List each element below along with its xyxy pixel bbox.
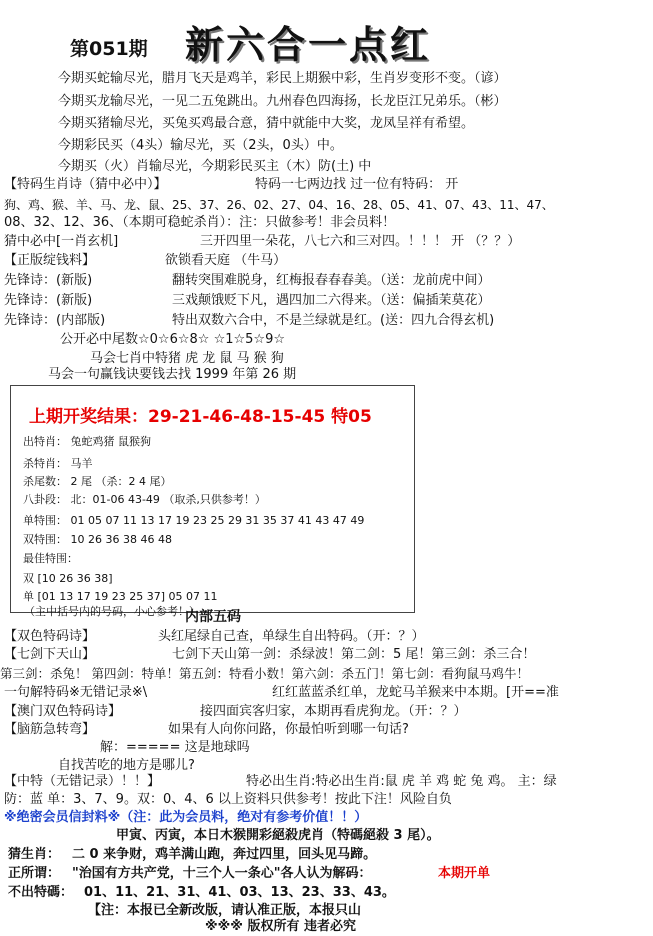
result-row: 出特肖： 兔蛇鸡猪 鼠猴狗	[23, 435, 151, 448]
lower-text: 七剑下天山第一剑：杀绿波！第二剑：5 尾！第三剑：杀三合！	[172, 647, 536, 662]
notice-line: 【注：本报已全新改版，请认准正版，本报只山	[88, 903, 362, 918]
mahui-phrase: 马会一句赢钱诀要钱去找 1999 年第 26 期	[48, 367, 297, 382]
poem-numbers: 狗、鸡、猴、羊、马、龙、鼠、25、37、26、02、27、04、16、28、05、41、07、43、11、47、	[4, 198, 554, 212]
intro-line: 今期买（火）肖输尽光，今期彩民买主（木）防(土) 中	[58, 159, 372, 174]
lower-line: 红红蓝蓝杀红单，龙蛇马羊猴来中本期。[开==准	[272, 685, 559, 700]
poem-numbers-2: 08、32、12、36、（本期可稳蛇杀肖）：注：只做参考！非会员料！	[4, 215, 396, 230]
zheng-title: 【正版绽钱料】	[4, 253, 96, 268]
result-row: 八卦段： 北：01-06 43-49 （取杀,只供参考！）	[23, 493, 266, 506]
result-note: （主中括号内的号码，小心参考！）	[24, 605, 200, 618]
result-row: 杀特肖： 马羊	[23, 457, 93, 470]
lower-line: 一句解特码※无错记录※\	[4, 685, 148, 700]
lower-label: 【中特（无错记录）！！】	[4, 774, 161, 789]
guess-text: 三开四里一朵花，八七六和三对四。！！！ 开 （？？）	[200, 234, 521, 249]
result-box	[10, 385, 415, 613]
lower-line: 第三剑：杀兔！ 第四剑：特单！第五剑：特看小数！第六剑：杀五门！第七剑：看狗鼠马鸡牛！	[0, 666, 529, 681]
lower-text: 如果有人向你问路，你最怕听到哪一句话?	[168, 722, 409, 737]
result-row: 单特围： 01 05 07 11 13 17 19 23 25 29 31 35 37 41 43 47 49	[23, 514, 365, 527]
lower-text: 接四面宾客归家，本期再看虎狗龙。（开：？）	[200, 704, 467, 719]
open-single: 本期开单	[438, 866, 491, 881]
pioneer-label: 先锋诗：(新版)	[4, 293, 93, 308]
result-title: 上期开奖结果：29-21-46-48-15-45 特05	[29, 407, 372, 427]
result-row: 杀尾数： 2 尾 （杀：2 4 尾）	[23, 475, 172, 488]
mahui-seven: 马会七肖中特猪 虎 龙 鼠 马 猴 狗	[90, 351, 284, 366]
result-row: 双特围： 10 26 36 38 46 48	[23, 533, 172, 546]
result-stamp: 内部五码	[185, 609, 241, 625]
lower-line: 甲寅、丙寅，本日木猴開彩絕殺虎肖（特碼絕殺 3 尾）。	[116, 828, 440, 843]
lower-text: "治国有方共产党，十三个人一条心"各人认为解码：	[72, 866, 372, 881]
lower-label: 猜生肖：	[8, 847, 61, 862]
gongkai-tail: 公开必中尾数☆0☆6☆8☆ ☆1☆5☆9☆	[60, 332, 285, 347]
zheng-title-right: 欲锁看天庭 （牛马）	[165, 253, 287, 268]
intro-line: 今期买猪输尽光，买兔买鸡最合意，猜中就能中大奖，龙凤呈祥有希望。	[58, 116, 475, 131]
pioneer-label: 先锋诗：(内部版)	[4, 313, 106, 328]
result-row: 单 [01 13 17 19 23 25 37] 05 07 11	[23, 590, 218, 603]
poem-section-right: 特码一七两边找 过一位有特码： 开	[255, 177, 459, 192]
lower-line: 解：===== 这是地球吗	[100, 740, 250, 755]
result-row: 双 [10 26 36 38]	[23, 572, 113, 585]
lower-text: 二 0 来争财，鸡羊满山跑，奔过四里，回头见马蹄。	[72, 847, 377, 862]
pioneer-text: 特出双数六合中，不是兰绿就是红。(送：四九合得玄机)	[172, 313, 495, 328]
intro-line: 今期彩民买（4头）输尽光，买（2头，0头）中。	[58, 138, 343, 153]
paper-logo: 新六合一点红	[185, 22, 432, 67]
lower-line: 自找苦吃的地方是哪儿?	[58, 758, 195, 773]
guess-label: 猜中必中[一肖玄机]	[4, 234, 119, 249]
pioneer-label: 先锋诗：(新版)	[4, 273, 93, 288]
lower-label: 【脑筋急转弯】	[4, 722, 96, 737]
copyright-line: ※※※ 版权所有 违者必究	[205, 919, 356, 934]
pioneer-text: 三戏颠饿贬下凡，遇四加二六得来。（送：偏插茉莫花）	[172, 293, 491, 308]
intro-line: 今期买蛇输尽光，腊月飞天是鸡羊，彩民上期猴中彩，生肖岁变形不变。（谚）	[58, 71, 507, 86]
lower-label: 【双色特码诗】	[4, 629, 96, 644]
pioneer-text: 翻转突围难脱身，红梅报春春春美。（送：龙前虎中间）	[172, 273, 491, 288]
lower-label: 不出特碼：	[8, 885, 74, 900]
intro-line: 今期买龙输尽光，一见二五兔跳出。九州春色四海扬，长龙臣江兄弟乐。（彬）	[58, 94, 507, 109]
lower-text: 头红尾绿自己查，单绿生自出特码。（开：？）	[158, 629, 425, 644]
lower-label: 【澳门双色特码诗】	[4, 704, 122, 719]
lower-line: 防：蓝 单：3、7、9。双：0、4、6 以上资料只供参考！按此下注！风险自负	[4, 792, 452, 807]
result-row: 最佳特围：	[23, 552, 78, 565]
lower-text: 特必出生肖:特必出生肖:鼠 虎 羊 鸡 蛇 兔 鸡。 主：绿	[246, 774, 557, 789]
lower-label: 【七剑下天山】	[4, 647, 96, 662]
poem-section-title: 【特码生肖诗（猜中必中）】	[4, 177, 167, 192]
issue-number: 第051期	[70, 38, 148, 60]
lower-label: 正所谓：	[8, 866, 61, 881]
member-line: ※绝密会员信封料※（注：此为会员料，绝对有参考价值！！）	[4, 810, 368, 825]
lower-text: 01、11、21、31、41、03、13、23、33、43。	[84, 885, 395, 900]
